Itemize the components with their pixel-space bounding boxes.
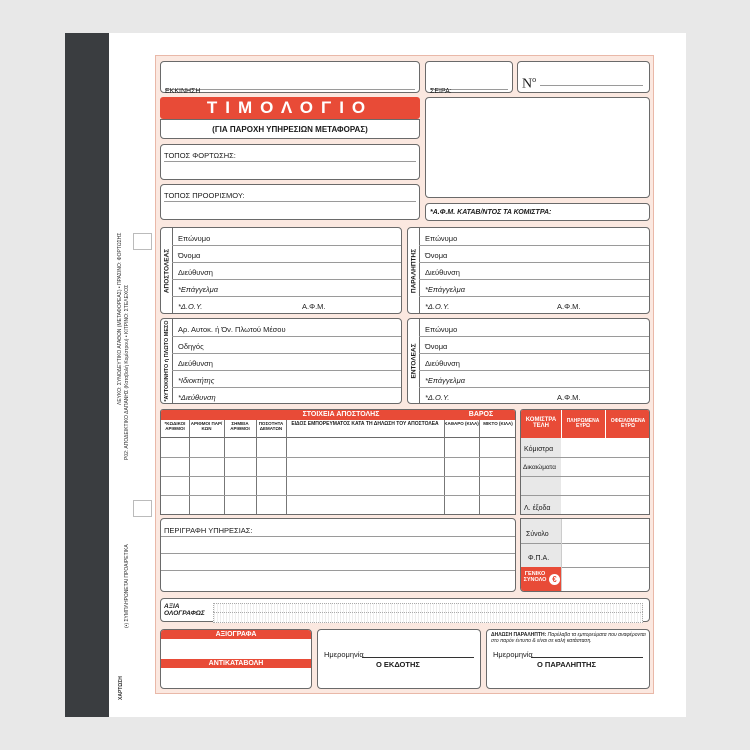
- principal-block: [407, 318, 650, 404]
- destination-label: ΤΟΠΟΣ ΠΡΟΟΡΙΣΜΟΥ:: [164, 190, 245, 200]
- side-note-2: Ρ02: ΑΠΟΔΕΙΚΤΙΚΟ ΔΑΠΑΝΗΣ (Καταβολή Κομίστρου) • ΚΙΤΡΙΝΟ: ΣΤΕΛΕΧΟΣ: [124, 284, 130, 460]
- amount-in-words-label: ΑΞΙΑ ΟΛΟΓΡΑΦΩΣ: [164, 603, 205, 618]
- page-subtitle: (ΓΙΑ ΠΑΡΟΧΗ ΥΠΗΡΕΣΙΩΝ ΜΕΤΑΦΟΡΑΣ): [160, 119, 420, 139]
- afm-payer-field[interactable]: [425, 203, 650, 221]
- items-group-header: ΣΤΟΙΧΕΙΑ ΑΠΟΣΤΟΛΗΣ: [302, 411, 380, 418]
- col-marks: ΣΗΜΕΙΑ ΑΡΙΘΜΟΙ: [230, 421, 250, 431]
- grand-total-label-box: [521, 567, 561, 592]
- receiver-side-label: ΠΑΡΑΛΗΠΤΗΣ: [410, 248, 417, 293]
- seira-field[interactable]: [425, 61, 513, 93]
- ekkinisi-field[interactable]: [160, 61, 420, 93]
- principal-profession[interactable]: *Επάγγελμα: [425, 376, 465, 385]
- col-parcel-numbers: ΑΡΙΘΜΟΙ ΠΑΡ/ΚΩΝ: [190, 421, 223, 431]
- charges-col-paid: ΠΛΗΡΩΜΕΝΑ ΕΥΡΩ: [566, 418, 600, 430]
- principal-side-label: ΕΝΤΟΛΕΑΣ: [410, 343, 417, 379]
- receiver-block: [407, 227, 650, 314]
- vehicle-side-label: *ΑΥΤΟΚΙΝΗΤΟ ή ΠΛΩΤΟ ΜΕΣΟ: [163, 320, 170, 402]
- grand-total-label: ΓΕΝΙΚΟ ΣΥΝΟΛΟ: [523, 571, 547, 583]
- receiver-profession[interactable]: *Επάγγελμα: [425, 285, 465, 294]
- charges-col-fees: ΚΟΜΙΣΤΡΑ ΤΕΛΗ: [525, 417, 557, 430]
- items-group-header-bar: [161, 410, 515, 420]
- perforation-marker-top: [133, 233, 152, 250]
- receiver-address[interactable]: Διεύθυνση: [425, 268, 460, 277]
- amount-in-words-field[interactable]: [160, 598, 650, 622]
- col-quantity: ΠΟΣΟΤΗΤΑ ΔΕΜΑΤΩΝ: [258, 421, 284, 431]
- ekkinisi-label: ΕΚΚΙΝΗΣΗ: [165, 88, 201, 95]
- charges-row-fare: Κόμιστρα: [524, 446, 554, 453]
- items-table: [160, 409, 516, 515]
- receiver-afm[interactable]: Α.Φ.Μ.: [557, 302, 581, 311]
- totals-block: [520, 518, 650, 592]
- cod-label: ΑΝΤΙΚΑΤΑΒΟΛΗ: [161, 659, 311, 668]
- total-label: Σύνολο: [526, 531, 549, 538]
- destination-field[interactable]: [160, 184, 420, 220]
- securities-label: ΑΞΙΟΓΡΑΦΑ: [161, 630, 311, 639]
- sender-tax-office[interactable]: *Δ.Ο.Υ.: [178, 302, 203, 311]
- vehicle-owner-address[interactable]: *Διεύθυνση: [178, 393, 216, 402]
- issuer-block[interactable]: [317, 629, 481, 689]
- sender-address[interactable]: Διεύθυνση: [178, 268, 213, 277]
- items-column-headers: [161, 420, 515, 438]
- principal-afm[interactable]: Α.Φ.Μ.: [557, 393, 581, 402]
- euro-icon: €: [549, 574, 560, 585]
- side-note-1: ΛΕΥΚΟ: ΣΥΝΟΔΕΥΤΙΚΟ ΑΓΑΘΩΝ (ΜΕΤΑΦΟΡΕΑΣ) • ΠΡΑΣΙΝΟ: ΦΟΡΤΩΣΗΣ: [117, 232, 123, 405]
- weight-header: ΒΑΡΟΣ: [468, 411, 494, 418]
- sender-side-label: ΑΠΟΣΤΟΛΕΑΣ: [163, 248, 170, 293]
- vehicle-address[interactable]: Διεύθυνση: [178, 359, 213, 368]
- brand-logo: ΧΑΡΤΩΣΗ: [118, 676, 124, 700]
- receiver-declaration-text: ΔΗΛΩΣΗ ΠΑΡΑΛΗΠΤΗ: Παρέλαβα τα εμπορεύματα που αναφέρονται στο παρόν έντυπο & είναι σε καλή κατάσταση.: [491, 632, 646, 645]
- principal-surname[interactable]: Επώνυμο: [425, 325, 458, 334]
- sender-block: [160, 227, 402, 314]
- vehicle-plate[interactable]: Αρ. Αυτοκ. ή Όν. Πλωτού Μέσου: [178, 325, 286, 334]
- binding-strip: [65, 33, 109, 717]
- receiver-declaration-block[interactable]: [486, 629, 650, 689]
- cod-field[interactable]: [161, 668, 311, 689]
- vehicle-owner[interactable]: *Ιδιοκτήτης: [178, 376, 215, 385]
- principal-tax-office[interactable]: *Δ.Ο.Υ.: [425, 393, 450, 402]
- col-net-weight: ΚΑΘΑΡΟ (ΚΙΛΑ): [444, 421, 479, 426]
- receiver-date-label: Ημερομηνία: [493, 650, 533, 659]
- perforation-marker-bottom: [133, 500, 152, 517]
- securities-field[interactable]: [161, 639, 311, 659]
- vehicle-driver[interactable]: Οδηγός: [178, 342, 204, 351]
- vat-label: Φ.Π.Α.: [528, 555, 550, 562]
- securities-block: [160, 629, 312, 689]
- receiver-tax-office[interactable]: *Δ.Ο.Υ.: [425, 302, 450, 311]
- principal-address[interactable]: Διεύθυνση: [425, 359, 460, 368]
- page-title: ΤΙΜΟΛΟΓΙΟ: [160, 97, 420, 119]
- receiver-signature-label: Ο ΠΑΡΑΛΗΠΤΗΣ: [537, 660, 596, 669]
- col-codes: *ΚΩΔΙΚΟΙ ΑΡΙΘΜΟΙ: [164, 421, 186, 431]
- loading-place-field[interactable]: [160, 144, 420, 180]
- sender-surname[interactable]: Επώνυμο: [178, 234, 211, 243]
- principal-name[interactable]: Όνομα: [425, 342, 448, 351]
- sender-name[interactable]: Όνομα: [178, 251, 201, 260]
- sender-afm[interactable]: Α.Φ.Μ.: [302, 302, 326, 311]
- number-line: [540, 85, 643, 86]
- charges-header: [521, 410, 649, 438]
- charges-col-owed: ΟΦΕΙΛΟΜΕΝΑ ΕΥΡΩ: [610, 418, 646, 430]
- col-description: ΕΙΔΟΣ ΕΜΠΟΡΕΥΜΑΤΟΣ ΚΑΤΑ ΤΗ ΔΗΛΩΣΗ ΤΟΥ ΑΠΟΣΤΟΛΕΑ: [291, 421, 439, 427]
- issuer-signature-label: Ο ΕΚΔΟΤΗΣ: [376, 660, 420, 669]
- charges-table: [520, 409, 650, 515]
- col-gross-weight: ΜΙΚΤΟ (ΚΙΛΑ): [483, 421, 513, 426]
- vehicle-block: [160, 318, 402, 404]
- stamp-area[interactable]: [425, 97, 650, 198]
- receiver-name[interactable]: Όνομα: [425, 251, 448, 260]
- number-symbol: $N^o$: [522, 75, 537, 92]
- side-note-3: (•) ΣΥΜΠΛΗΡΩΝΕΤΑΙ ΠΡΟΑΙΡΕΤΙΚΑ: [124, 544, 130, 628]
- charges-row-expenses: Λ. έξοδα: [524, 505, 551, 512]
- loading-place-label: ΤΟΠΟΣ ΦΟΡΤΩΣΗΣ:: [164, 150, 236, 160]
- issuer-date-label: Ημερομηνία: [324, 650, 364, 659]
- charges-row-rights: Δικαιώματα: [523, 464, 556, 471]
- receiver-surname[interactable]: Επώνυμο: [425, 234, 458, 243]
- afm-payer-label: *Α.Φ.Μ. ΚΑΤΑΒ/ΝΤΟΣ ΤΑ ΚΟΜΙΣΤΡΑ:: [430, 209, 552, 216]
- service-description-field[interactable]: [160, 518, 516, 592]
- sender-profession[interactable]: *Επάγγελμα: [178, 285, 218, 294]
- service-description-label: ΠΕΡΙΓΡΑΦΗ ΥΠΗΡΕΣΙΑΣ:: [164, 526, 253, 535]
- seira-label: ΣΕΙΡΑ:: [430, 88, 452, 95]
- number-field[interactable]: [517, 61, 650, 93]
